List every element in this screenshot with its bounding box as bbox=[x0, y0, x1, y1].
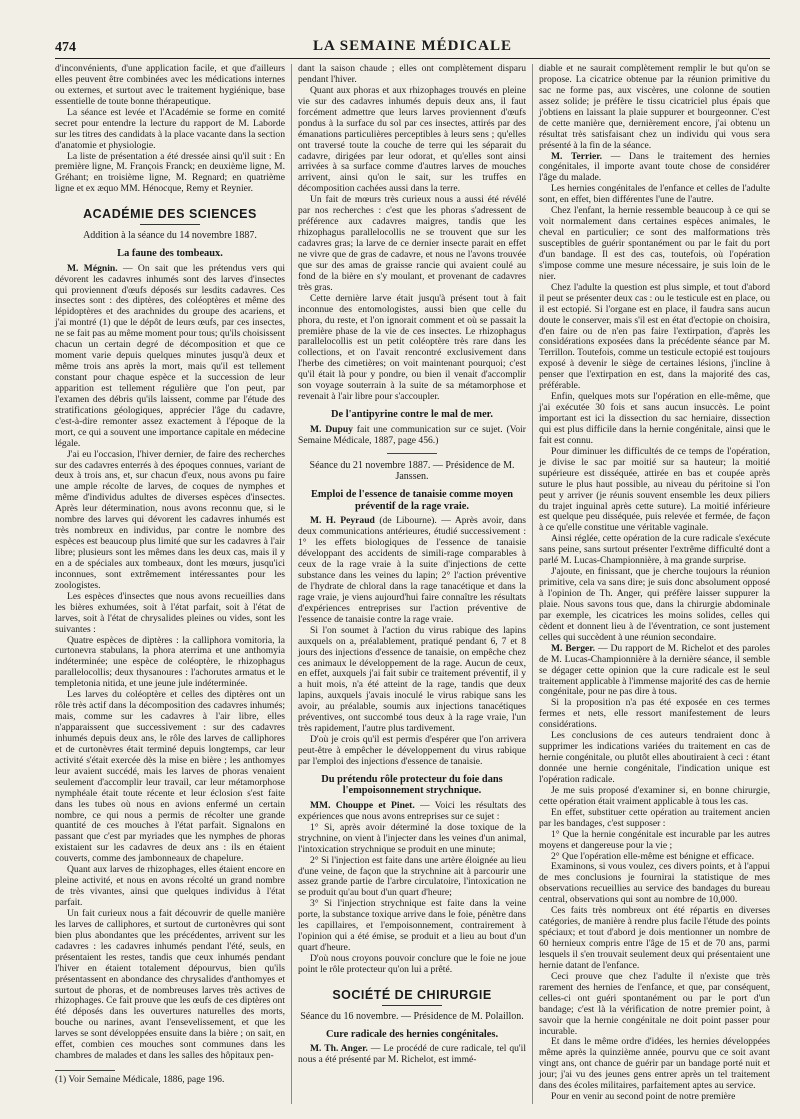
paragraph: d'inconvénients, d'une application facile, et que d'ailleurs elles peuvent être combinées avec les médications internes ou externes, et surtout avec le traitement hygiénique, base essentielle de toute bonne thérapeutique. bbox=[55, 63, 285, 107]
paragraph: Ceci prouve que chez l'adulte il n'existe que très rarement des hernies de l'enfance, et que, par conséquent, celles-ci ont guéri spontanément ou par le port d'un bandage; c'est là la vérification de notre premier point, à savoir que la hernie congénitale ne doit point passer pour incurable. bbox=[539, 970, 770, 1037]
speaker-name: M. Dupuy bbox=[310, 423, 353, 435]
paragraph: Quatre espèces de diptères : la calliphora vomitoria, la curtonevra stabulans, la phora aterrima et une anthomyia indéterminée; une espèce de coléoptère, le rhizophagus parallelocollis; deux thysanoures : l'achorutes armatus et le templetonia nitida, et une jeune jule indéterminée. bbox=[55, 634, 285, 690]
session-line: Addition à la séance du 14 novembre 1887. bbox=[83, 230, 257, 242]
paragraph: Ainsi réglée, cette opération de la cure radicale s'exécute sans peine, sans surtout présenter l'extrême difficulté dont a parlé M. Lucas-Championnière, à ma grande surprise. bbox=[539, 533, 770, 567]
paragraph: Cette dernière larve était jusqu'à présent tout à fait inconnue des entomologistes, aussi bien que celle du phora, du reste, et l'on ignorait comment et où se passait la première phase de la vie de ces insectes. Le rhizophagus parallelocollis est un petit coléoptère très rare dans les collections, et on l'avait rencontré exclusivement dans l'herbe des cimetières; on voit maintenant pourquoi; c'est qu'il était là pour y pondre, ou bien il venait d'accomplir son voyage souterrain à la suite de sa métamorphose et revenait à l'air libre pour s'accoupler. bbox=[298, 292, 526, 403]
paragraph: La séance est levée et l'Académie se forme en comité secret pour entendre la lecture du rapport de M. Laborde sur les titres des candidats à la place vacante dans la section d'anatomie et physiologie. bbox=[55, 106, 285, 151]
paragraph: Pour en venir au second point de notre première bbox=[551, 1091, 736, 1103]
paragraph: J'ajoute, en finissant, que je cherche toujours la réunion primitive, cela va sans dire; je suis donc absolument opposé à l'opinion de Th. Anger, qui préfère laisser suppurer la plaie. Nous savons tous que, dans la chirurgie abdominale par exemple, les cicatrices les moins solides, celles qui cèdent et donnent lieu à de l'éventration, ce sont justement celles qui succèdent à une réunion secondaire. bbox=[539, 566, 770, 643]
paragraph: dant la saison chaude ; elles ont complètement disparu pendant l'hiver. bbox=[298, 63, 526, 85]
column-divider bbox=[291, 64, 292, 1104]
column-1 bbox=[55, 64, 285, 1086]
paragraph: Enfin, quelques mots sur l'opération en elle-même, que j'ai exécutée 30 fois et sans aucun insuccès. Le point important est ici la dissection du sac herniaire, dissection qui est plus difficile dans la hernie congénitale, ainsi que le fait est connu. bbox=[539, 391, 770, 446]
section-title: ACADÉMIE DES SCIENCES bbox=[83, 207, 257, 222]
paragraph-text: fait une communication sur ce sujet. (Voir Semaine Médicale, 1887, page 456.) bbox=[298, 423, 526, 446]
speaker-name: M. Terrier. bbox=[551, 150, 602, 162]
page-header bbox=[55, 36, 770, 58]
paragraph: diable et ne saurait complètement remplir le but qu'on se propose. La cicatrice obtenue par la réunion primitive du sac ne forme pas, aux viscères, une colonne de soutien assez solide; je préfère le tissu cicatriciel plus épais que j'obtiens en laissant la plaie suppurer et bourgeonner. C'est de cette manière que, dernièrement encore, j'ai obtenu un résultat très satisfaisant chez un individu qui vous sera présenté à la fin de la séance. bbox=[539, 63, 770, 151]
page-number: 474 bbox=[55, 40, 76, 55]
column-3 bbox=[539, 64, 770, 1103]
paragraph: Les hernies congénitales de l'enfance et celles de l'adulte sont, en effet, bien différentes l'une de l'autre. bbox=[539, 183, 770, 206]
paragraph: Si l'on soumet à l'action du virus rabique des lapins auxquels on a, préalablement, pratiqué pendant 6, 7 et 8 jours des injections d'essence de tanaisie, on empêche chez ces animaux le développement de la rage. Aucun de ceux, en effet, auxquels j'ai fait subir ce traitement préventif, il y a huit mois, n'a été atteint de la rage, tandis que deux lapins, auxquels j'avais inoculé le virus rabique sans les avoir, au préalable, soumis aux injections tanacétiques préventives, ont succombé tous deux à la rage vraie, l'un très rapidement, l'autre plus tardivement. bbox=[298, 624, 526, 735]
paragraph: J'ai eu l'occasion, l'hiver dernier, de faire des recherches sur des cadavres enterrés à des époques connues, variant de deux à trois ans, et, sur chacun d'eux, nous avons pu faire une ample récolte de larves, de coques de nymphes et même d'individus adultes de diverses espèces d'insectes. Après leur détermination, nous avons reconnu que, si le nombre des larves qui dévorent les cadavres inhumés est très nombreux en individus, par contre le nombre des espèces est beaucoup plus limité que sur les cadavres à l'air libre; plusieurs sont les mêmes dans les deux cas, mais il y en a de spéciales aux tombeaux, dont les mœurs, jusqu'ici inconnues, sont extrêmement intéressantes pour les zoologistes. bbox=[55, 448, 285, 591]
column-2 bbox=[298, 64, 526, 1066]
header-rule bbox=[55, 58, 770, 59]
footnote: (1) Voir Semaine Médicale, 1886, page 196. bbox=[55, 1074, 225, 1086]
paragraph: Chez l'adulte la question est plus simple, et tout d'abord il peut se présenter deux cas : ou le testicule est en place, ou il est ectopié. Si l'organe est en place, il faudra sans aucun doute le conserver, mais s'il est en état d'ectopie on choisira, d'en faire ou de n'en pas faire l'extirpation, d'après les considérations exposées dans la précédente séance par M. Terrillon. Toutefois, comme un testicule ectopié est toujours exposé à devenir le siège de certaines lésions, j'incline à penser que l'extirpation en est, dans la majorité des cas, préférable. bbox=[539, 281, 770, 392]
paragraph-text: — Le procédé de cure radicale, tel qu'il nous a été présenté par M. Richelot, est immé- bbox=[298, 1043, 526, 1066]
footnote-rule bbox=[55, 1070, 115, 1071]
paragraph: La liste de présentation a été dressée ainsi qu'il suit : En première ligne, M. François Franck; en deuxième ligne, M. Gréhant; en troisième ligne, M. Regnard; en quatrième ligne et ex æquo MM. Hénocque, Remy et Reynier. bbox=[55, 150, 285, 195]
paragraph: Les larves du coléoptère et celles des diptères ont un rôle très actif dans la décomposition des cadavres inhumés; mais, comme sur les cadavres à l'air libre, elles n'apparaissent que successivement : sur des cadavres inhumés depuis deux ans, le rôle des larves de calliphores et de curtonèvres était terminé depuis longtemps, car leur activité s'était exercée dès la mise en bière ; les anthomyes leur avaient succédé, mais les larves de phoras venaient seulement d'accomplir leur travail, car leur métamorphose nymphéale était toute récente et leur éclosion s'est faite dans les tubes où nous en avions enfermé un certain nombre, ce qui nous a permis de récolter une grande quantité de ces mouches à l'état parfait. Signalons en passant que c'est par myriades que les nymphes de phoras existaient sur les cadavres de deux ans : ils en étaient couverts, comme des jambonneaux de chapelure. bbox=[55, 689, 285, 865]
paragraph: D'où je crois qu'il est permis d'espérer que l'on arrivera peut-être à empêcher le développement du virus rabique par l'emploi des injections d'essence de tanaisie. bbox=[298, 734, 526, 767]
paragraph: Les espèces d'insectes que nous avons recueillies dans les bières exhumées, soit à l'état parfait, soit à l'état de larves, soit à l'état de chrysalides pleines ou vides, sont les suivantes : bbox=[55, 590, 285, 635]
article-subtitle: De l'antipyrine contre le mal de mer. bbox=[331, 409, 493, 421]
paragraph-text: — On sait que les prétendus vers qui dévorent les cadavres inhumés sont des larves d'insectes qui proviennent d'œufs déposés sur lesdits cadavres. Ces insectes sont : des diptères, des coléoptères et même des lépidoptères et des arachnides du groupe des acariens, et j'ai montré (1) que le dépôt de leurs œufs, par ces insectes, ne se fait pas au même moment pour tous; qu'ils choisissent chacun un certain degré de décomposition et que ce moment varie depuis quelques minutes jusqu'à deux et même trois ans après la mort, mais qu'il est tellement constant pour chaque espèce et la succession de leur apparition est tellement régulière que l'on peut, par l'examen des débris qu'ils laissent, comme par l'étude des stratifications géologiques, apprécier l'âge du cadavre, c'est-à-dire remonter assez exactement à l'époque de la mort, ce qui a souvent une importance capitale en médecine légale. bbox=[55, 262, 286, 449]
article-subtitle: Cure radicale des hernies congénitales. bbox=[325, 1028, 499, 1040]
paragraph: Et dans le même ordre d'idées, les hernies développées même après la quinzième année, pourvu que ce soit avant vingt ans, ont chance de guérir par un bandage porté nuit et jour; j'ai vu des jeunes gens entrer après un tel traitement dans des écoles militaires, parfaitement aptes au service. bbox=[539, 1036, 770, 1092]
paragraph: Si la proposition n'a pas été exposée en ces termes fermes et nets, elle ressort manifestement de leurs considérations. bbox=[539, 697, 770, 731]
paragraph-text: — Du rapport de M. Richelot et des paroles de M. Lucas-Championnière à la dernière séance, il semble se dégager cette opinion que la cure radicale est le seul traitement applicable à l'immense majorité des cas de hernie congénitale, pour ne pas dire à tous. bbox=[539, 642, 770, 698]
speaker-name: MM. Chouppe et Pinet. bbox=[310, 799, 415, 811]
section-title: SOCIÉTÉ DE CHIRURGIE bbox=[332, 987, 492, 1002]
session-line: Séance du 21 novembre 1887. — Présidence de M. Janssen. bbox=[309, 460, 515, 483]
paragraph: Pour diminuer les difficultés de ce temps de l'opération, je divise le sac par moitié sur sa hauteur; la moitié supérieure est disséquée, attirée en bas et coupée après suture le plus haut possible, au niveau du péritoine si l'on peut y arriver (je réunis souvent ensemble les deux piliers du trajet inguinal après cette suture). La moitié inférieure est quelque peu disséquée, puis relevée et fermée, de façon à ce qu'elle constitue une véritable vaginale. bbox=[539, 445, 770, 534]
section-rule bbox=[140, 224, 200, 225]
article-subtitle: Emploi de l'essence de tanaisie comme moyen préventif de la rage vraie. bbox=[310, 489, 513, 512]
speaker-name: M. Mégnin. bbox=[67, 262, 118, 274]
paragraph: Quant aux larves de rhizophages, elles étaient encore en pleine activité, et nous en avons récolté un grand nombre de très vivantes, ainsi que quelques individus à l'état parfait. bbox=[55, 864, 285, 908]
paragraph: 3° Si l'injection strychnique est faite dans la veine porte, la substance toxique arrive dans le foie, pénètre dans les capillaires, et l'empoisonnement, contrairement à l'opinion qui a été émise, se produit et a lieu au bout d'un quart d'heure. bbox=[298, 898, 526, 954]
paragraph: Chez l'enfant, la hernie ressemble beaucoup à ce qui se voit normalement dans certaines espèces animales, le cheval en particulier; ce sont des malformations très susceptibles de guérir spontanément ou par le fait du port d'un bandage. Il est des cas, toutefois, où l'opération s'impose comme une mesure nécessaire, je suis loin de le nier. bbox=[539, 205, 770, 282]
running-title: LA SEMAINE MÉDICALE bbox=[312, 38, 513, 54]
paragraph: Un fait curieux nous a fait découvrir de quelle manière les larves de calliphores, et surtout de curtonèvres qui sont bien plus abondantes que les précédentes, arrivent sur les cadavres : les cadavres inhumés pendant l'été, seuls, en présentaient les restes, tandis que ceux inhumés pendant l'hiver en étaient totalement dépourvus, bien qu'ils présentassent en abondance des chrysalides d'anthomyes et surtout de phoras, et de nombreuses larves très actives de rhizophages. Ce fait prouve que les œufs de ces diptères ont été déposés dans les ouvertures naturelles des morts, bouche ou narines, avant l'ensevelissement, et que les larves se sont développées ensuite dans la bière ; on sait, en effet, combien ces mouches sont communes dans les chambres de malades et dans les salles des hôpitaux pen- bbox=[55, 907, 285, 1062]
section-rule bbox=[382, 1005, 442, 1006]
paragraph: Un fait de mœurs très curieux nous a aussi été révélé par nos recherches : c'est que les phoras s'adressent de préférence aux cadavres maigres, tandis que les rhizophagus parallelocollis ne se trouvent que sur les cadavres gras; la larve de ce dernier insecte parait en effet ne vivre que de gras de cadavre, et nous ne l'avons trouvée que sur des amas de graisse rancie qui avaient coulé au fond de la bière en s'y moulant, et provenant de cadavres très gras. bbox=[298, 194, 526, 293]
speaker-name: M. H. Peyraud bbox=[310, 515, 375, 527]
separator-rule bbox=[387, 453, 437, 454]
paragraph: En effet, substituer cette opération au traitement ancien par les bandages, c'est supposer : bbox=[539, 806, 770, 829]
paragraph: 2° Si l'injection est faite dans une artère éloignée au lieu d'une veine, de façon que la strychnine ait à parcourir une assez grande partie de l'arbre circulatoire, l'intoxication ne se produit qu'au bout d'un quart d'heure; bbox=[298, 854, 526, 899]
paragraph: Quant aux phoras et aux rhizophages trouvés en pleine vie sur des cadavres inhumés depuis deux ans, il faut forcément admettre que leurs larves proviennent d'œufs pondus à la surface du sol par ces insectes, attirés par des émanations particulières perceptibles à leurs sens ; qu'elles ont traversé toute la couche de terre qui les séparait du cadavre, dirigées par leur odorat, et qu'elles sont ainsi arrivées à sa surface comme d'autres larves de mouches arrivent, ainsi qu'on le sait, sur les truffes en décomposition cachées aussi dans la terre. bbox=[298, 84, 526, 195]
speaker-name: M. Berger. bbox=[551, 642, 596, 654]
paragraph: Les conclusions de ces auteurs tendraient donc à supprimer les indications variées du traitement en cas de hernie congénitale, ou plutôt elles aboutiraient à ceci : étant donnée une hernie congénitale, l'indication unique est l'opération radicale. bbox=[539, 730, 770, 785]
paragraph-text: — Dans le traitement des hernies congénitales, il importe avant toute chose de considérer l'âge du malade. bbox=[539, 150, 770, 184]
paragraph: Examinons, si vous voulez, ces divers points, et à l'appui de mes conclusions je fournirai la statistique de mes observations recueillies au service des bandages du bureau central, observations qui sont au nombre de 10,000. bbox=[539, 861, 770, 906]
paragraph: 1° Si, après avoir déterminé la dose toxique de la strychnine, on vient à l'injecter dans les veines d'un animal, l'intoxication strychnique se produit en une minute; bbox=[298, 821, 526, 855]
paragraph: 2° Que l'opération elle-même est bénigne et efficace. bbox=[551, 850, 755, 862]
paragraph: D'où nous croyons pouvoir conclure que le foie ne joue point le rôle protecteur qu'on lui a prêté. bbox=[298, 953, 526, 975]
paragraph: Ces faits très nombreux ont été répartis en diverses catégories, de manière à rendre plus facile l'étude des points spéciaux; et tout d'abord je dois mentionner un nombre de 60 hernieux compris entre l'âge de 15 et de 70 ans, parmi lesquels il s'en trouvait seulement deux qui présentaient une hernie datant de l'enfance. bbox=[539, 905, 770, 971]
speaker-name: M. Th. Anger. bbox=[310, 1043, 368, 1055]
article-subtitle: Du prétendu rôle protecteur du foie dans l'empoisonnement strychnique. bbox=[321, 773, 503, 797]
column-divider bbox=[532, 64, 533, 1104]
paragraph-text: (de Libourne). — Après avoir, dans deux communications antérieures, étudié successivement : 1° les effets biologiques de l'essence de tanaisie développant des accidents de simili-rage comparables à ceux de la rage vraie à la suite d'injections de cette substance dans les veines du lapin; 2° l'action préventive de l'hydrate de chloral dans la rage tanacétique et dans la rage vraie, je viens aujourd'hui faire connaître les résultats d'expériences entreprises sur l'action préventive de l'essence de tanaisie contre la rage vraie. bbox=[298, 515, 526, 625]
session-line: Séance du 16 novembre. — Présidence de M. Polaillon. bbox=[300, 1010, 524, 1022]
article-subtitle: La faune des tombeaux. bbox=[117, 248, 223, 260]
paragraph: Je me suis proposé d'examiner si, en bonne chirurgie, cette opération était vraiment applicable à tous les cas. bbox=[539, 784, 770, 807]
paragraph-text: — Voici les résultats des expériences que nous avons entreprises sur ce sujet : bbox=[298, 799, 526, 822]
paragraph: 1° Que la hernie congénitale est incurable par les autres moyens et dangereuse pour la vie ; bbox=[539, 828, 770, 851]
